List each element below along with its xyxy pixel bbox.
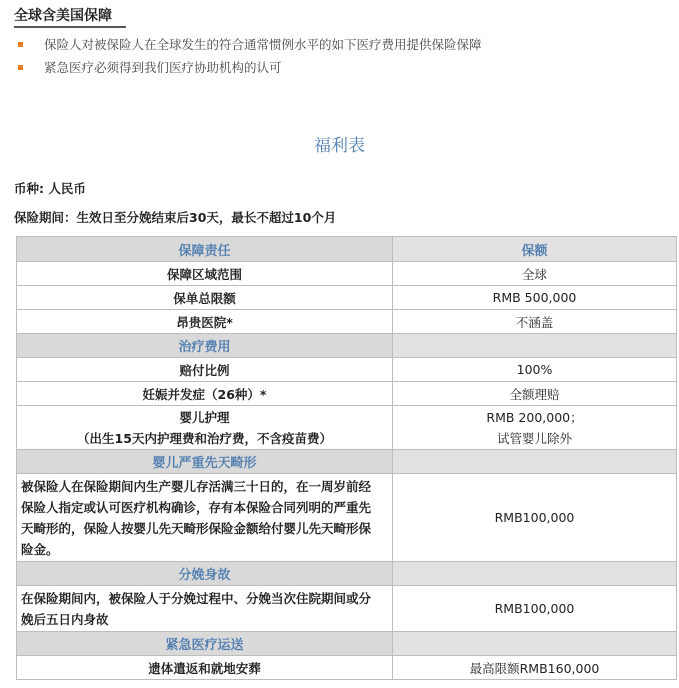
section-header-row	[17, 334, 677, 358]
section-header-row	[17, 562, 677, 586]
coverage-cell: 昂贵医院*	[17, 310, 393, 334]
section-header-treatment: 治疗费用	[17, 334, 393, 358]
coverage-cell	[17, 406, 393, 450]
section-header-row	[17, 632, 677, 656]
orange-square-bullet-icon	[18, 42, 23, 47]
infant-care-note: （出生15天内护理费和治疗费，不含疫苗费）	[77, 430, 332, 446]
amount-cell: RMB100,000	[393, 586, 677, 632]
column-header-amount: 保额	[393, 237, 677, 262]
coverage-cell: 遗体遣返和就地安葬	[17, 656, 393, 680]
defect-line: 天畸形的，保险人按婴儿先天畸形保险金额给付婴儿先天畸形保	[21, 520, 372, 536]
amount-cell: 全额理赔	[393, 382, 677, 406]
infant-care-label: 婴儿护理	[179, 409, 230, 425]
table-row	[17, 656, 677, 680]
bullet-text: 紧急医疗必须得到我们医疗协助机构的认可	[44, 60, 282, 75]
amount-cell: 最高限额RMB160,000	[393, 656, 677, 680]
currency-label: 币种: 人民币	[14, 181, 86, 196]
orange-square-bullet-icon	[18, 65, 23, 70]
table-row	[17, 262, 677, 286]
benefit-table	[16, 236, 677, 680]
coverage-cell: 保单总限额	[17, 286, 393, 310]
section-header-blank	[393, 334, 677, 358]
coverage-cell	[17, 474, 393, 562]
bullet-text: 保险人对被保险人在全球发生的符合通常惯例水平的如下医疗费用提供保险保障	[44, 37, 482, 52]
table-row	[17, 310, 677, 334]
section-header-blank	[393, 562, 677, 586]
death-line: 在保险期间内，被保险人于分娩过程中、分娩当次住院期间或分	[21, 590, 372, 606]
insurance-period-label: 保险期间：生效日至分娩结束后30天，最长不超过10个月	[14, 210, 337, 225]
defect-line: 险金。	[21, 541, 59, 557]
section-header-blank	[393, 632, 677, 656]
table-row	[17, 358, 677, 382]
table-row	[17, 406, 677, 450]
amount-cell	[393, 406, 677, 450]
table-header-row	[17, 237, 677, 262]
heading-underline	[14, 26, 126, 28]
section-header-childbirth-death: 分娩身故	[17, 562, 393, 586]
defect-line: 被保险人在保险期间内生产婴儿存活满三十日的，在一周岁前经	[21, 478, 372, 494]
section-header-emergency-transport: 紧急医疗运送	[17, 632, 393, 656]
amount-cell: 不涵盖	[393, 310, 677, 334]
section-header-blank	[393, 450, 677, 474]
death-line: 娩后五日内身故	[21, 611, 109, 627]
table-row	[17, 286, 677, 310]
amount-cell: RMB 500,000	[393, 286, 677, 310]
coverage-cell: 保障区域范围	[17, 262, 393, 286]
amount-cell: 100%	[393, 358, 677, 382]
table-row	[17, 382, 677, 406]
table-row	[17, 586, 677, 632]
column-header-coverage: 保障责任	[17, 237, 393, 262]
amount-cell: RMB100,000	[393, 474, 677, 562]
benefit-table-title: 福利表	[314, 136, 365, 156]
coverage-cell	[17, 586, 393, 632]
table-row	[17, 474, 677, 562]
section-header-row	[17, 450, 677, 474]
infant-care-exclusion: 试管婴儿除外	[496, 430, 572, 446]
infant-care-amount: RMB 200,000；	[486, 409, 583, 425]
amount-cell: 全球	[393, 262, 677, 286]
section-header-birth-defect: 婴儿严重先天畸形	[17, 450, 393, 474]
intro-heading: 全球含美国保障	[14, 8, 112, 24]
coverage-cell: 赔付比例	[17, 358, 393, 382]
coverage-cell: 妊娠并发症（26种）*	[17, 382, 393, 406]
defect-line: 保险人指定或认可医疗机构确诊，存有本保险合同列明的严重先	[21, 499, 372, 515]
